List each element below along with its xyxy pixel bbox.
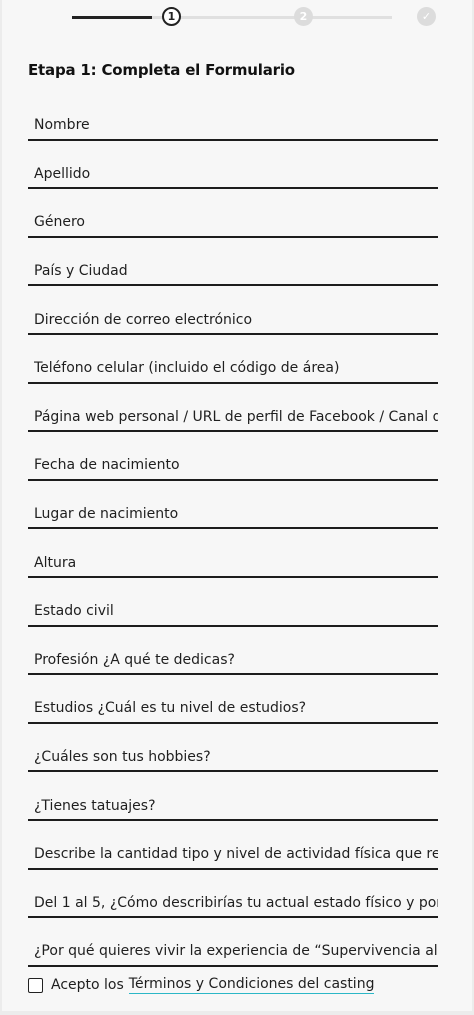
education-input[interactable] bbox=[28, 675, 438, 722]
terms-consent bbox=[28, 975, 374, 995]
motivation-input[interactable] bbox=[28, 918, 438, 965]
name-input[interactable] bbox=[28, 92, 438, 139]
surname-field-row bbox=[28, 141, 438, 190]
step-complete-check-icon bbox=[417, 7, 436, 26]
birth-place-field-row bbox=[28, 481, 438, 530]
gender-field-row bbox=[28, 189, 438, 238]
birth-date-input[interactable] bbox=[28, 432, 438, 479]
step-2-indicator bbox=[294, 7, 313, 26]
tattoos-input[interactable] bbox=[28, 772, 438, 819]
country-city-field-row bbox=[28, 238, 438, 287]
surname-input[interactable] bbox=[28, 141, 438, 188]
country-city-input[interactable] bbox=[28, 238, 438, 285]
phone-input[interactable] bbox=[28, 335, 438, 382]
terms-and-conditions-link[interactable]: Términos y Condiciones del casting bbox=[128, 976, 375, 992]
hobbies-field-row bbox=[28, 724, 438, 773]
progress-stepper bbox=[72, 6, 432, 28]
fitness-rating-field-row bbox=[28, 870, 438, 919]
website-field-row bbox=[28, 384, 438, 433]
email-input[interactable] bbox=[28, 286, 438, 333]
marital-status-field-row bbox=[28, 578, 438, 627]
bottom-divider bbox=[0, 1011, 474, 1015]
physical-activity-input[interactable] bbox=[28, 821, 438, 868]
marital-status-input[interactable] bbox=[28, 578, 438, 625]
birth-date-field-row bbox=[28, 432, 438, 481]
terms-checkbox[interactable] bbox=[28, 978, 43, 993]
motivation-field-row bbox=[28, 918, 438, 967]
hobbies-input[interactable] bbox=[28, 724, 438, 771]
physical-activity-field-row bbox=[28, 821, 438, 870]
birth-place-input[interactable] bbox=[28, 481, 438, 528]
website-input[interactable] bbox=[28, 384, 438, 431]
fitness-rating-input[interactable] bbox=[28, 870, 438, 917]
profession-field-row bbox=[28, 627, 438, 676]
step-3-label: ✓ bbox=[421, 10, 432, 23]
education-field-row bbox=[28, 675, 438, 724]
stepper-progress-pending bbox=[152, 16, 392, 19]
profession-input[interactable] bbox=[28, 627, 438, 674]
stepper-progress-done bbox=[72, 16, 152, 19]
height-field-row bbox=[28, 529, 438, 578]
phone-field-row bbox=[28, 335, 438, 384]
name-field-row bbox=[28, 92, 438, 141]
step-1-label: 1 bbox=[167, 10, 176, 23]
email-field-row bbox=[28, 286, 438, 335]
height-input[interactable] bbox=[28, 529, 438, 576]
terms-prefix-label: Acepto los bbox=[51, 977, 124, 993]
form-title: Etapa 1: Completa el Formulario bbox=[28, 61, 295, 79]
step-1-indicator bbox=[162, 7, 181, 26]
step-2-label: 2 bbox=[299, 10, 308, 23]
form-fields bbox=[28, 92, 438, 967]
tattoos-field-row bbox=[28, 772, 438, 821]
gender-input[interactable] bbox=[28, 189, 438, 236]
